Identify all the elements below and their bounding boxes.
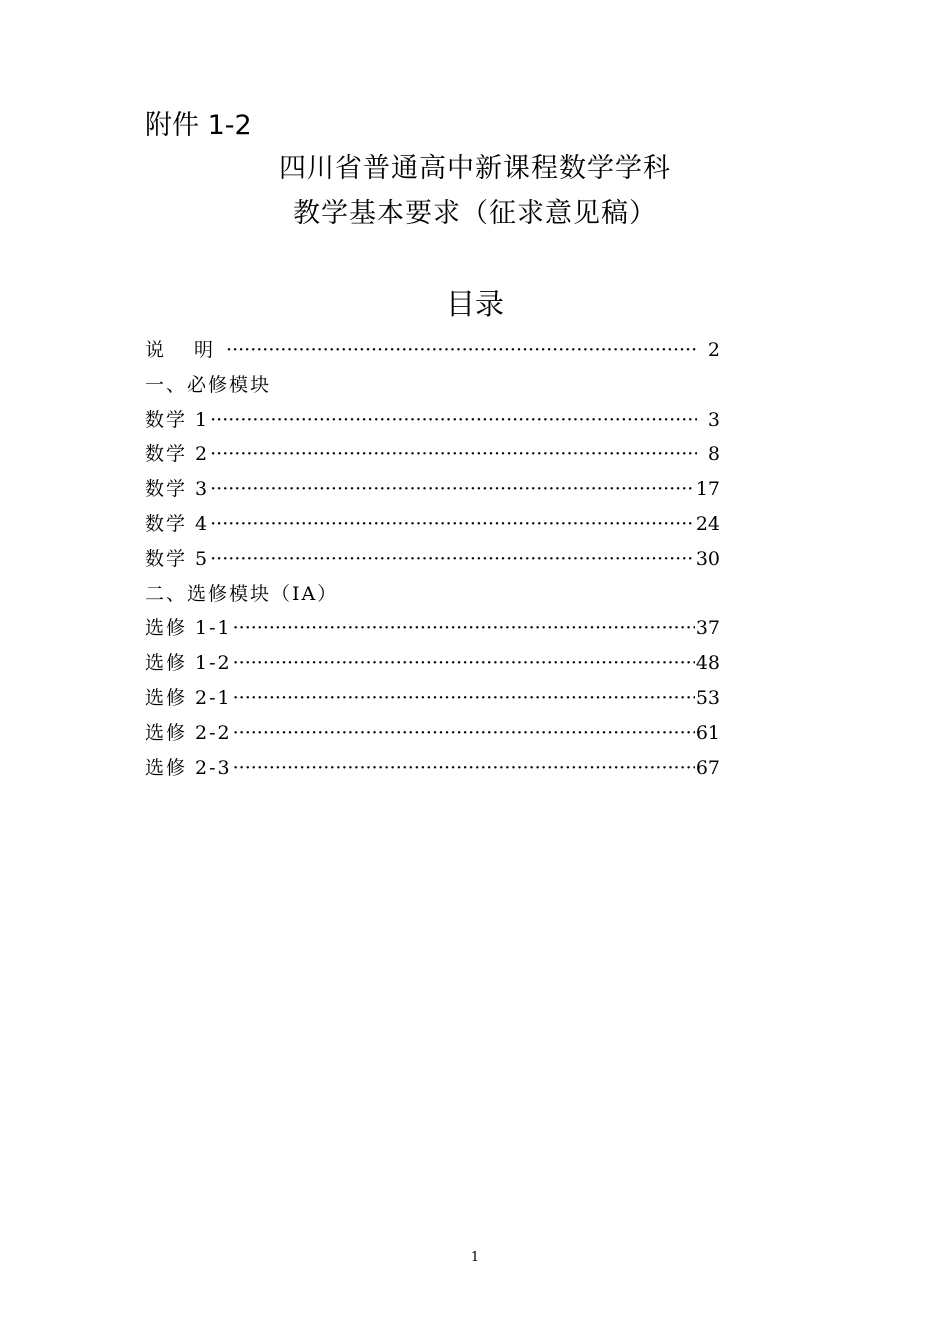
toc-entry-label: 选修 2-3 — [145, 756, 232, 779]
toc-entry-label: 数学 4 — [145, 512, 210, 535]
toc-entry-page: 8 — [707, 443, 720, 466]
toc-entry-page: 3 — [707, 408, 720, 431]
toc-entry-page: 61 — [695, 721, 720, 744]
toc-entry-label: 选修 2-2 — [145, 721, 232, 744]
toc-entry-label: 说 明 — [145, 339, 226, 361]
toc-entry-elective-2-2[interactable] — [145, 716, 720, 751]
toc-entry-math-4[interactable] — [145, 507, 720, 542]
toc-entry-label: 选修 2-1 — [145, 686, 232, 709]
toc-section-label: 一、必修模块 — [145, 373, 272, 396]
toc-entry-label: 数学 2 — [145, 443, 210, 466]
toc-section-label: 二、选修模块（IA） — [145, 582, 339, 605]
toc-leader-dots — [233, 681, 695, 716]
toc-entry-page: 37 — [695, 617, 720, 640]
page-number: 1 — [470, 1250, 480, 1265]
toc-entry-elective-1-2[interactable] — [145, 646, 720, 681]
toc-leader-dots — [210, 472, 695, 507]
toc-entry-math-2[interactable] — [145, 437, 720, 472]
toc-section-required[interactable] — [145, 368, 720, 403]
toc-entry-label: 选修 1-1 — [145, 617, 232, 640]
toc-entry-label: 数学 3 — [145, 478, 210, 501]
toc-entry-page: 30 — [695, 547, 720, 570]
toc-entry-page: 24 — [695, 512, 720, 535]
toc-entry-elective-2-1[interactable] — [145, 681, 720, 716]
toc-entry-elective-2-3[interactable] — [145, 751, 720, 786]
toc-leader-dots — [210, 403, 697, 438]
toc-heading: 目录 — [445, 287, 504, 321]
toc-leader-dots — [210, 542, 695, 577]
toc-section-elective[interactable] — [145, 577, 720, 612]
attachment-label: 附件 1-2 — [145, 110, 252, 141]
table-of-contents — [145, 333, 720, 785]
toc-leader-dots — [233, 646, 695, 681]
toc-entry-math-5[interactable] — [145, 542, 720, 577]
toc-entry-page: 17 — [695, 478, 720, 501]
toc-entry-page: 67 — [695, 756, 720, 779]
toc-leader-dots — [210, 437, 697, 472]
toc-leader-dots — [226, 333, 697, 368]
toc-entry-page: 2 — [707, 339, 720, 361]
toc-leader-dots — [210, 507, 695, 542]
toc-entry-math-3[interactable] — [145, 472, 720, 507]
toc-entry-intro[interactable] — [145, 333, 720, 368]
toc-entry-page: 53 — [695, 686, 720, 709]
toc-leader-dots — [233, 716, 695, 751]
toc-leader-dots — [233, 751, 695, 786]
document-title-line-1: 四川省普通高中新课程数学学科 — [279, 153, 671, 184]
toc-entry-math-1[interactable] — [145, 403, 720, 438]
toc-entry-elective-1-1[interactable] — [145, 611, 720, 646]
toc-entry-label: 数学 5 — [145, 547, 210, 570]
toc-entry-label: 选修 1-2 — [145, 652, 232, 675]
toc-entry-page: 48 — [695, 652, 720, 675]
document-title-line-2: 教学基本要求（征求意见稿） — [293, 198, 657, 229]
toc-entry-label: 数学 1 — [145, 408, 210, 431]
toc-leader-dots — [233, 611, 695, 646]
